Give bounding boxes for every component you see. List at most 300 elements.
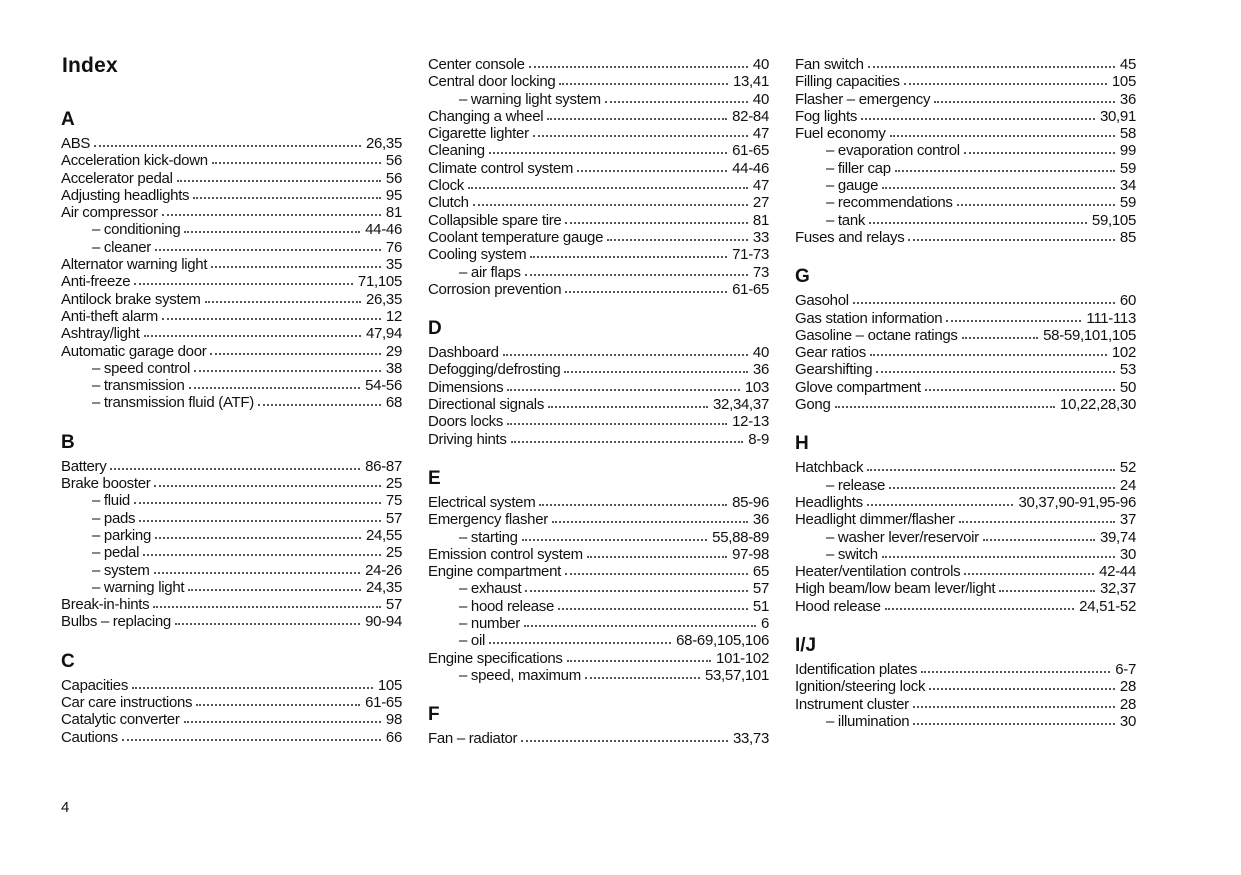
entry-page: 85-96	[732, 493, 769, 511]
entry-page: 29	[385, 342, 402, 360]
dot-leader	[925, 389, 1115, 391]
index-entry	[795, 511, 1136, 528]
index-entry	[428, 212, 769, 229]
entry-page: 38	[385, 359, 402, 377]
index-entry	[795, 361, 1136, 378]
entry-page: 54-56	[365, 377, 402, 395]
index-entry	[795, 327, 1136, 344]
index-entry	[428, 361, 769, 378]
dot-leader	[196, 704, 360, 706]
entry-label: – release	[826, 476, 886, 494]
entry-label: Engine specifications	[428, 649, 563, 667]
index-entry	[795, 108, 1136, 125]
index-entry	[428, 563, 769, 580]
entry-label: Battery	[61, 457, 107, 475]
entry-label: High beam/low beam lever/light	[795, 580, 996, 598]
entry-label: ABS	[61, 135, 91, 152]
entry-label: Catalytic converter	[61, 711, 180, 729]
index-entry	[61, 596, 402, 613]
entry-label: Hatchback	[795, 459, 864, 477]
dot-leader	[507, 423, 727, 425]
dot-leader	[853, 302, 1115, 304]
index-entry	[428, 246, 769, 263]
entry-label: Gas station information	[795, 309, 943, 327]
entry-page: 24,35	[365, 578, 402, 596]
entry-label: – filler cap	[826, 159, 891, 177]
entry-label: – evaporation control	[826, 142, 960, 160]
entry-page: 26,35	[365, 135, 402, 152]
entry-label: Fog lights	[795, 107, 858, 125]
dot-leader	[921, 671, 1110, 673]
entry-page: 30,91	[1099, 107, 1136, 125]
entry-label: Coolant temperature gauge	[428, 228, 604, 246]
entry-page: 47	[752, 177, 769, 195]
dot-leader	[867, 504, 1014, 506]
index-column-2	[428, 56, 769, 748]
index-entry	[795, 459, 1136, 476]
entry-page: 68	[385, 394, 402, 412]
entry-page: 61-65	[365, 694, 402, 712]
entry-label: – fluid	[92, 492, 130, 510]
index-entry	[795, 563, 1136, 580]
dot-leader	[153, 606, 381, 608]
entry-page: 53,57,101	[704, 666, 769, 684]
entry-page: 111-113	[1086, 309, 1136, 327]
index-entry	[61, 458, 402, 475]
index-entry	[795, 529, 1136, 546]
entry-label: Gasoline – octane ratings	[795, 326, 958, 344]
dot-leader	[964, 152, 1115, 154]
index-entry	[61, 492, 402, 509]
entry-label: – speed, maximum	[459, 666, 581, 684]
index-entry	[61, 613, 402, 630]
entry-label: – switch	[826, 545, 878, 563]
index-entry	[795, 494, 1136, 511]
index-entry	[795, 580, 1136, 597]
entry-label: Brake booster	[61, 475, 151, 493]
dot-leader	[577, 170, 727, 172]
entry-label: Heater/ventilation controls	[795, 563, 961, 581]
entry-label: – oil	[459, 632, 486, 650]
entry-page: 24	[1119, 476, 1136, 494]
entry-page: 98	[385, 711, 402, 729]
dot-leader	[959, 521, 1115, 523]
entry-page: 37	[1119, 511, 1136, 529]
index-entry	[61, 475, 402, 492]
entry-label: Changing a wheel	[428, 107, 544, 125]
entry-page: 81	[752, 211, 769, 229]
entry-page: 53	[1119, 361, 1136, 379]
entry-label: – exhaust	[459, 580, 522, 598]
dot-leader	[134, 283, 353, 285]
entry-page: 90-94	[365, 613, 402, 631]
entry-label: Fan switch	[795, 56, 864, 73]
dot-leader	[908, 239, 1114, 241]
index-entry	[428, 125, 769, 142]
entry-label: Anti-freeze	[61, 273, 131, 291]
index-entry	[61, 510, 402, 527]
entry-label: Filling capacities	[795, 73, 900, 91]
section-heading: B	[61, 431, 75, 453]
entry-label: – parking	[92, 526, 152, 544]
dot-leader	[507, 389, 739, 391]
entry-page: 12	[385, 307, 402, 325]
entry-label: Identification plates	[795, 661, 918, 679]
dot-leader	[122, 739, 381, 741]
entry-page: 68-69,105,106	[676, 632, 769, 650]
index-entry	[428, 511, 769, 528]
index-entry	[428, 108, 769, 125]
entry-page: 58	[1119, 125, 1136, 143]
section-heading: C	[61, 650, 75, 672]
dot-leader	[869, 222, 1087, 224]
index-entry	[428, 91, 769, 108]
entry-label: – pads	[92, 509, 136, 527]
entry-label: – pedal	[92, 544, 140, 562]
dot-leader	[154, 572, 361, 574]
entry-page: 73	[752, 263, 769, 281]
entry-label: Cooling system	[428, 246, 527, 264]
entry-label: Corrosion prevention	[428, 280, 562, 298]
entry-page: 66	[385, 728, 402, 746]
entry-page: 59	[1119, 194, 1136, 212]
dot-leader	[489, 152, 727, 154]
entry-label: Climate control system	[428, 159, 574, 177]
dot-leader	[565, 291, 727, 293]
entry-label: – gauge	[826, 177, 879, 195]
entry-page: 99	[1119, 142, 1136, 160]
entry-label: Car care instructions	[61, 694, 193, 712]
index-entry	[428, 194, 769, 211]
entry-label: Engine compartment	[428, 563, 562, 581]
entry-label: Dashboard	[428, 344, 499, 362]
entry-page: 51	[752, 597, 769, 615]
index-entry	[428, 546, 769, 563]
dot-leader	[110, 468, 360, 470]
entry-label: Center console	[428, 56, 525, 73]
dot-leader	[524, 625, 756, 627]
dot-leader	[139, 520, 381, 522]
dot-leader	[184, 721, 381, 723]
index-entry	[61, 256, 402, 273]
index-entry	[795, 713, 1136, 730]
dot-leader	[175, 623, 360, 625]
index-entry	[61, 187, 402, 204]
dot-leader	[529, 66, 748, 68]
entry-page: 35	[385, 256, 402, 274]
entry-label: Instrument cluster	[795, 695, 909, 713]
entry-label: Automatic garage door	[61, 342, 207, 360]
entry-label: – illumination	[826, 712, 910, 730]
index-entry	[795, 344, 1136, 361]
entry-page: 30	[1119, 712, 1136, 730]
index-entry	[795, 661, 1136, 678]
dot-leader	[564, 371, 747, 373]
entry-label: Acceleration kick-down	[61, 152, 208, 170]
index-entry	[61, 527, 402, 544]
index-entry	[61, 729, 402, 746]
section-heading: H	[795, 433, 809, 455]
entry-label: Accelerator pedal	[61, 169, 173, 187]
index-entry	[795, 142, 1136, 159]
dot-leader	[895, 170, 1115, 172]
dot-leader	[607, 239, 748, 241]
index-entry	[61, 544, 402, 561]
entry-label: Air compressor	[61, 204, 158, 222]
entry-label: Bulbs – replacing	[61, 613, 171, 631]
index-entry	[428, 160, 769, 177]
entry-label: Headlights	[795, 493, 863, 511]
section-heading: F	[428, 704, 440, 726]
entry-page: 105	[377, 676, 402, 694]
dot-leader	[511, 441, 744, 443]
index-entry	[795, 292, 1136, 309]
dot-leader	[957, 204, 1115, 206]
index-column-1	[61, 105, 402, 746]
entry-page: 33,73	[732, 730, 769, 748]
dot-leader	[548, 406, 708, 408]
dot-leader	[155, 537, 361, 539]
entry-label: Alternator warning light	[61, 256, 208, 274]
index-entry	[428, 494, 769, 511]
index-entry	[795, 73, 1136, 90]
entry-label: Driving hints	[428, 430, 507, 448]
entry-page: 71,105	[357, 273, 402, 291]
dot-leader	[585, 677, 700, 679]
index-entry	[795, 229, 1136, 246]
index-entry	[795, 310, 1136, 327]
index-entry	[61, 677, 402, 694]
entry-page: 44-46	[732, 159, 769, 177]
page-title: Index	[62, 54, 118, 77]
entry-page: 55,88-89	[712, 528, 769, 546]
index-entry	[61, 221, 402, 238]
entry-page: 6-7	[1115, 661, 1136, 679]
entry-page: 40	[752, 344, 769, 362]
entry-page: 102	[1111, 344, 1136, 362]
index-entry	[61, 239, 402, 256]
index-entry	[795, 194, 1136, 211]
entry-label: Anti-theft alarm	[61, 307, 158, 325]
index-entry	[795, 696, 1136, 713]
entry-label: Fan – radiator	[428, 730, 518, 748]
entry-page: 25	[385, 475, 402, 493]
index-entry	[61, 325, 402, 342]
dot-leader	[154, 485, 380, 487]
entry-label: Adjusting headlights	[61, 186, 190, 204]
entry-label: Electrical system	[428, 493, 536, 511]
entry-page: 56	[385, 152, 402, 170]
dot-leader	[468, 187, 748, 189]
entry-page: 40	[752, 56, 769, 73]
index-entry	[61, 711, 402, 728]
entry-label: Capacities	[61, 676, 129, 694]
entry-page: 59,105	[1091, 211, 1136, 229]
dot-leader	[962, 337, 1039, 339]
entry-page: 86-87	[365, 457, 402, 475]
dot-leader	[868, 66, 1115, 68]
index-entry	[61, 170, 402, 187]
entry-page: 30	[1119, 545, 1136, 563]
entry-page: 24-26	[365, 561, 402, 579]
dot-leader	[539, 504, 727, 506]
index-entry	[795, 212, 1136, 229]
entry-label: Antilock brake system	[61, 290, 201, 308]
entry-label: Emission control system	[428, 545, 583, 563]
dot-leader	[155, 249, 381, 251]
dot-leader	[983, 539, 1095, 541]
dot-leader	[835, 406, 1056, 408]
entry-label: – tank	[826, 211, 866, 229]
index-entry	[428, 73, 769, 90]
entry-label: – conditioning	[92, 221, 181, 239]
entry-label: Dimensions	[428, 378, 504, 396]
entry-label: – warning light system	[459, 90, 601, 108]
dot-leader	[999, 590, 1095, 592]
entry-page: 27	[752, 194, 769, 212]
entry-label: Doors locks	[428, 413, 504, 431]
dot-leader	[473, 204, 748, 206]
entry-page: 65	[752, 563, 769, 581]
entry-label: – washer lever/reservoir	[826, 528, 979, 546]
index-entry	[795, 678, 1136, 695]
section-heading: G	[795, 266, 810, 288]
dot-leader	[210, 353, 380, 355]
index-entry	[61, 694, 402, 711]
dot-leader	[211, 266, 381, 268]
dot-leader	[565, 573, 748, 575]
index-entry	[428, 177, 769, 194]
entry-page: 105	[1111, 73, 1136, 91]
entry-page: 6	[760, 615, 769, 633]
index-entry	[428, 229, 769, 246]
entry-page: 71-73	[732, 246, 769, 264]
index-entry	[428, 431, 769, 448]
dot-leader	[521, 740, 728, 742]
dot-leader	[547, 118, 727, 120]
entry-page: 32,37	[1099, 580, 1136, 598]
dot-leader	[867, 469, 1115, 471]
dot-leader	[559, 83, 728, 85]
index-entry	[795, 160, 1136, 177]
entry-page: 61-65	[732, 280, 769, 298]
entry-page: 56	[385, 169, 402, 187]
index-entry	[795, 598, 1136, 615]
index-entry	[795, 177, 1136, 194]
entry-label: Cleaning	[428, 142, 485, 160]
entry-page: 50	[1119, 378, 1136, 396]
entry-label: Headlight dimmer/flasher	[795, 511, 955, 529]
dot-leader	[188, 589, 361, 591]
dot-leader	[552, 521, 748, 523]
dot-leader	[861, 118, 1095, 120]
entry-page: 36	[1119, 90, 1136, 108]
index-entry	[61, 360, 402, 377]
entry-page: 28	[1119, 678, 1136, 696]
section-heading: D	[428, 318, 442, 340]
entry-label: – cleaner	[92, 238, 152, 256]
index-column-3	[795, 56, 1136, 730]
entry-page: 47	[752, 125, 769, 143]
index-entry	[61, 152, 402, 169]
dot-leader	[876, 371, 1115, 373]
entry-page: 57	[385, 596, 402, 614]
dot-leader	[567, 660, 711, 662]
entry-label: Directional signals	[428, 396, 545, 414]
entry-label: Gong	[795, 396, 831, 414]
index-entry	[61, 273, 402, 290]
dot-leader	[605, 101, 748, 103]
entry-page: 81	[385, 204, 402, 222]
entry-label: Collapsible spare tire	[428, 211, 562, 229]
entry-page: 103	[744, 378, 769, 396]
entry-label: Cautions	[61, 728, 118, 746]
section-heading: E	[428, 467, 441, 489]
index-entry	[428, 529, 769, 546]
entry-page: 8-9	[748, 430, 769, 448]
entry-page: 52	[1119, 459, 1136, 477]
index-entry	[61, 579, 402, 596]
dot-leader	[565, 222, 747, 224]
entry-label: Break-in-hints	[61, 596, 150, 614]
entry-label: Ashtray/light	[61, 325, 140, 343]
entry-label: – air flaps	[459, 263, 521, 281]
index-entry	[428, 344, 769, 361]
entry-label: – transmission	[92, 377, 185, 395]
dot-leader	[885, 608, 1075, 610]
entry-label: Flasher – emergency	[795, 90, 931, 108]
dot-leader	[134, 502, 381, 504]
entry-page: 75	[385, 492, 402, 510]
index-entry	[428, 615, 769, 632]
entry-page: 25	[385, 544, 402, 562]
dot-leader	[205, 301, 361, 303]
dot-leader	[882, 556, 1115, 558]
entry-page: 47,94	[365, 325, 402, 343]
entry-page: 24,55	[365, 526, 402, 544]
dot-leader	[929, 688, 1115, 690]
dot-leader	[189, 387, 361, 389]
dot-leader	[194, 370, 381, 372]
entry-page: 57	[385, 509, 402, 527]
dot-leader	[889, 487, 1115, 489]
entry-label: – transmission fluid (ATF)	[92, 394, 254, 412]
entry-page: 97-98	[732, 545, 769, 563]
dot-leader	[143, 554, 381, 556]
index-entry	[428, 379, 769, 396]
entry-page: 45	[1119, 56, 1136, 73]
index-entry	[428, 396, 769, 413]
dot-leader	[533, 135, 748, 137]
entry-label: Hood release	[795, 597, 881, 615]
dot-leader	[913, 706, 1115, 708]
index-entry	[61, 204, 402, 221]
entry-page: 10,22,28,30	[1060, 396, 1136, 414]
entry-page: 24,51-52	[1079, 597, 1136, 615]
index-entry	[428, 264, 769, 281]
entry-label: – speed control	[92, 359, 191, 377]
entry-page: 95	[385, 186, 402, 204]
entry-label: – starting	[459, 528, 518, 546]
entry-page: 36	[752, 511, 769, 529]
index-entry	[795, 379, 1136, 396]
section-heading: A	[61, 109, 75, 130]
index-entry	[428, 580, 769, 597]
entry-page: 59	[1119, 159, 1136, 177]
entry-page: 44-46	[365, 221, 402, 239]
entry-label: – warning light	[92, 578, 185, 596]
index-entry	[428, 730, 769, 747]
